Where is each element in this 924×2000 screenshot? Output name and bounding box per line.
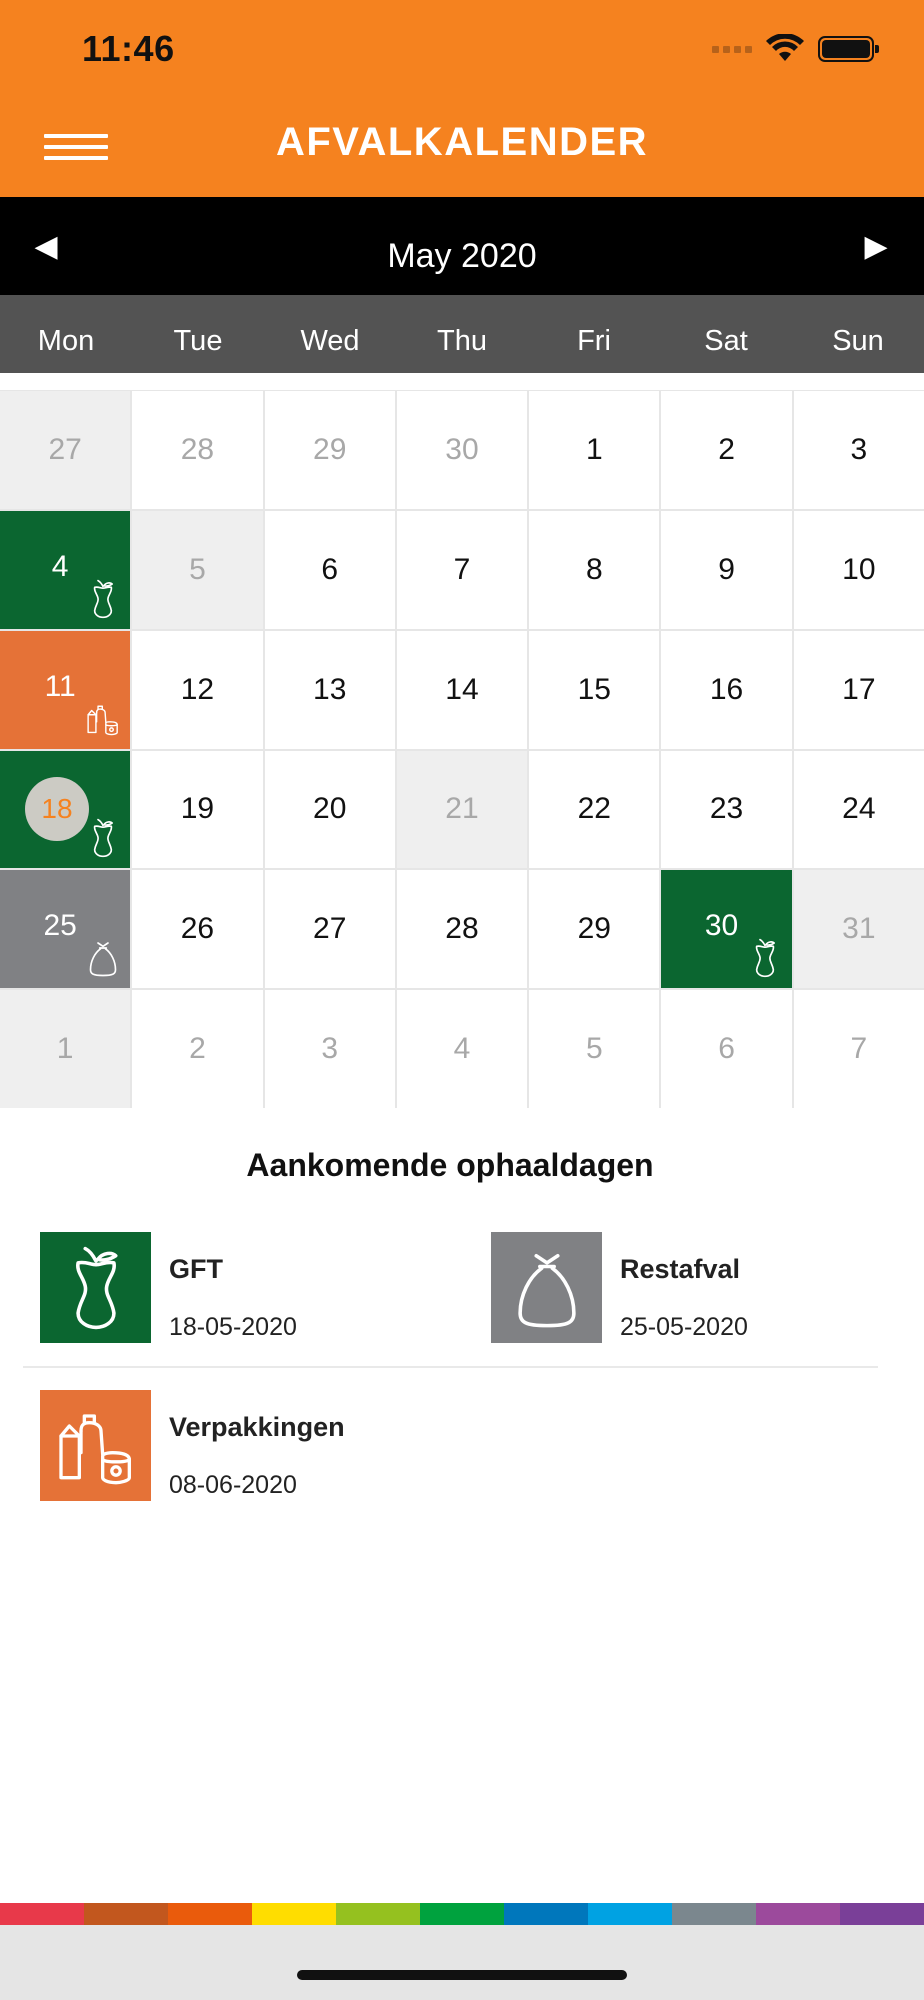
calendar-day[interactable]: [265, 870, 395, 988]
rainbow-segment: [168, 1903, 252, 1925]
rainbow-segment: [336, 1903, 420, 1925]
rainbow-segment: [756, 1903, 840, 1925]
calendar-day[interactable]: [661, 511, 791, 629]
day-number: 5: [189, 552, 206, 586]
weekday-header: [0, 295, 924, 373]
trash-bag-icon: [491, 1232, 602, 1343]
day-number: 7: [453, 552, 471, 586]
calendar-day[interactable]: [661, 391, 791, 509]
day-number: 21: [445, 792, 479, 826]
pickup-date: 25-05-2020: [620, 1313, 748, 1341]
calendar-day[interactable]: [265, 751, 395, 869]
previous-month-icon[interactable]: ◀: [34, 230, 58, 263]
calendar-day[interactable]: [529, 391, 659, 509]
weekday-thu: Thu: [437, 325, 487, 357]
pickup-name: Restafval: [620, 1254, 741, 1284]
day-number: 10: [842, 552, 876, 586]
calendar-day[interactable]: [132, 751, 262, 869]
calendar-day[interactable]: [529, 990, 659, 1108]
day-number: 18: [41, 792, 73, 824]
rainbow-segment: [672, 1903, 756, 1925]
day-number: 26: [180, 912, 215, 946]
day-number: 27: [48, 432, 82, 466]
calendar-day[interactable]: [794, 511, 924, 629]
weekday-fri: Fri: [577, 325, 611, 357]
calendar-day[interactable]: [0, 870, 130, 988]
calendar-day[interactable]: [132, 391, 262, 509]
calendar-day[interactable]: [661, 631, 791, 749]
calendar-day[interactable]: [0, 751, 130, 869]
day-number: 24: [842, 792, 876, 826]
day-number: 20: [313, 792, 347, 826]
rainbow-segment: [84, 1903, 168, 1925]
calendar-day[interactable]: [0, 990, 130, 1108]
day-number: 29: [313, 432, 347, 466]
calendar-day[interactable]: [529, 631, 659, 749]
calendar-day[interactable]: [794, 631, 924, 749]
calendar-day[interactable]: [529, 511, 659, 629]
day-number: 30: [445, 432, 479, 466]
rainbow-segment: [504, 1903, 588, 1925]
rainbow-stripe: [0, 1903, 924, 1925]
day-number: 15: [577, 672, 611, 706]
calendar-day[interactable]: [0, 391, 130, 509]
calendar-day[interactable]: [397, 990, 527, 1108]
day-number: 19: [180, 792, 215, 826]
rainbow-segment: [840, 1903, 924, 1925]
apple-core-icon: [40, 1232, 151, 1343]
pickup-date: 08-06-2020: [169, 1471, 297, 1499]
calendar-day[interactable]: [0, 511, 130, 629]
month-navigation: [0, 197, 924, 295]
status-time: 11:46: [82, 28, 175, 69]
calendar-day[interactable]: [265, 990, 395, 1108]
packaging-icon: [40, 1390, 151, 1501]
day-number: 4: [453, 1032, 471, 1066]
trash-bag-icon: [86, 938, 120, 978]
next-month-icon[interactable]: ▶: [864, 230, 888, 263]
day-number: 11: [44, 669, 76, 703]
calendar-day[interactable]: [529, 751, 659, 869]
day-number: 9: [718, 552, 735, 586]
apple-core-icon: [748, 938, 782, 978]
calendar-day[interactable]: [794, 870, 924, 988]
day-number: 13: [313, 672, 347, 706]
pickup-name: Verpakkingen: [169, 1412, 345, 1442]
calendar-day[interactable]: [265, 631, 395, 749]
upcoming-title: Aankomende ophaaldagen: [246, 1147, 654, 1183]
weekday-tue: Tue: [173, 325, 223, 357]
day-number: 23: [709, 792, 744, 826]
calendar-day[interactable]: [397, 870, 527, 988]
day-number: 25: [43, 909, 77, 943]
day-number: 3: [850, 432, 868, 466]
calendar-grid: [0, 390, 924, 1108]
app-header: [0, 0, 924, 197]
calendar-day[interactable]: [132, 631, 262, 749]
day-number: 1: [56, 1032, 74, 1066]
day-number: 17: [842, 672, 876, 706]
pickup-name: GFT: [169, 1254, 223, 1284]
day-number: 14: [445, 672, 479, 706]
calendar-day[interactable]: [132, 990, 262, 1108]
weekday-wed: Wed: [300, 325, 360, 357]
calendar-day[interactable]: [397, 511, 527, 629]
day-number: 30: [704, 909, 739, 943]
calendar-day[interactable]: [794, 751, 924, 869]
day-number: 2: [718, 432, 735, 466]
wifi-icon: [766, 34, 804, 64]
day-number: 22: [577, 792, 611, 826]
calendar-day[interactable]: [661, 870, 791, 988]
day-number: 27: [313, 912, 347, 946]
calendar-day[interactable]: [397, 631, 527, 749]
day-number: 31: [842, 912, 876, 946]
calendar-day[interactable]: [794, 990, 924, 1108]
packaging-icon: [86, 699, 120, 739]
calendar-day[interactable]: [397, 391, 527, 509]
day-number: 28: [180, 432, 215, 466]
day-number: 28: [445, 912, 479, 946]
calendar-day[interactable]: [661, 751, 791, 869]
home-indicator[interactable]: [297, 1970, 627, 1980]
weekday-mon: Mon: [37, 325, 95, 357]
signal-icon: [712, 46, 752, 53]
pickup-item-verpakkingen[interactable]: [40, 1390, 345, 1501]
home-area: [0, 1925, 924, 2000]
day-number: 6: [718, 1032, 735, 1066]
calendar-day[interactable]: [265, 391, 395, 509]
day-number: 4: [51, 549, 69, 583]
rainbow-segment: [252, 1903, 336, 1925]
pickup-date: 18-05-2020: [169, 1313, 297, 1341]
day-number: 5: [585, 1032, 603, 1066]
day-number: 2: [189, 1032, 206, 1066]
status-icons: [712, 34, 874, 64]
apple-core-icon: [86, 579, 120, 619]
battery-icon: [818, 36, 874, 62]
pickup-item-gft[interactable]: [40, 1232, 297, 1343]
rainbow-segment: [0, 1903, 84, 1925]
weekday-sun: Sun: [832, 325, 884, 357]
calendar-day[interactable]: [397, 751, 527, 869]
day-number: 1: [585, 432, 603, 466]
day-number: 29: [577, 912, 611, 946]
day-number: 16: [709, 672, 744, 706]
day-number: 3: [321, 1032, 339, 1066]
calendar-day[interactable]: [529, 870, 659, 988]
day-number: 7: [850, 1032, 868, 1066]
apple-core-icon: [86, 818, 120, 858]
today-marker: [25, 777, 89, 841]
calendar-day[interactable]: [0, 631, 130, 749]
day-number: 8: [585, 552, 603, 586]
day-number: 6: [321, 552, 339, 586]
divider: [23, 1366, 878, 1368]
weekday-sat: Sat: [704, 325, 748, 357]
day-number: 12: [180, 672, 215, 706]
calendar-day[interactable]: [132, 511, 262, 629]
month-title: May 2020: [387, 237, 537, 275]
calendar-day[interactable]: [132, 870, 262, 988]
rainbow-segment: [588, 1903, 672, 1925]
calendar-day[interactable]: [661, 990, 791, 1108]
page-title: AFVALKALENDER: [275, 120, 649, 164]
rainbow-segment: [420, 1903, 504, 1925]
pickup-item-restafval[interactable]: [491, 1232, 748, 1343]
calendar-day[interactable]: [794, 391, 924, 509]
calendar-day[interactable]: [265, 511, 395, 629]
